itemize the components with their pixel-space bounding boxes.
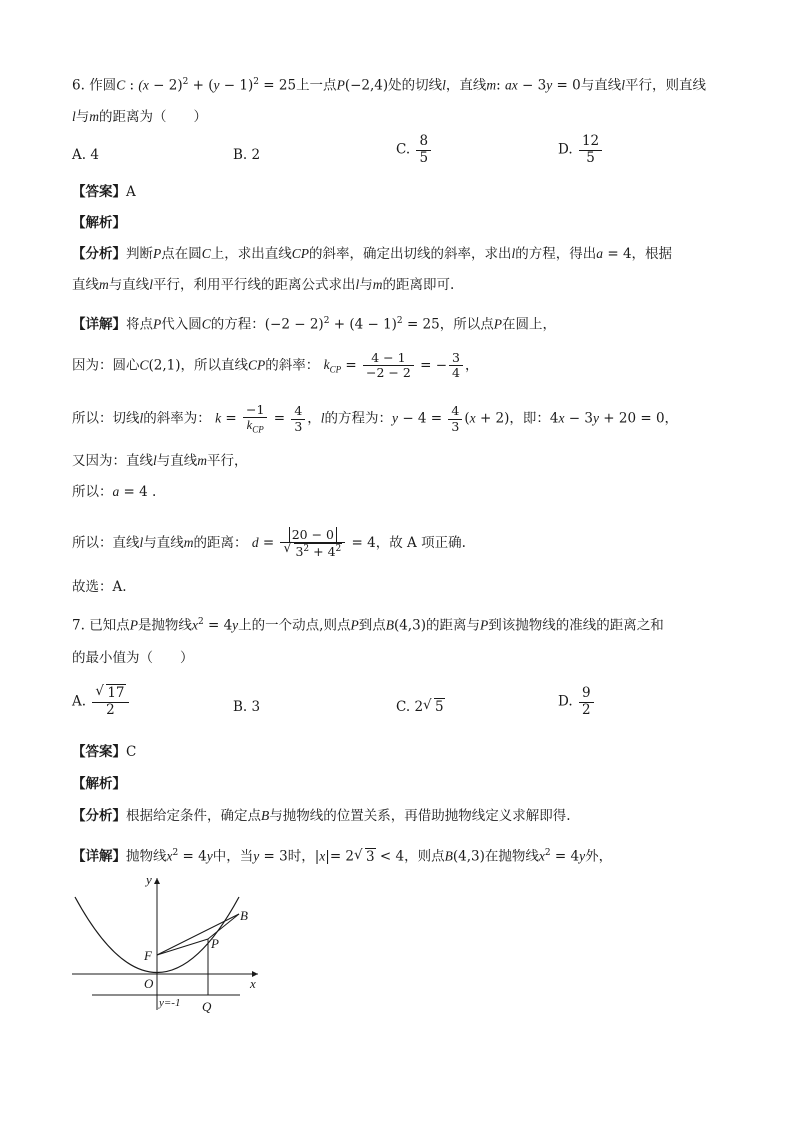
q6-xiangjie-line1: 【详解】将点P代入圆C的方程：$(-2 - 2)^2 + (4 - 1)^2 = 25$，所以点P在圆上， (72, 316, 556, 333)
q6-xiangjie-line5: 所以：a = 4 . (72, 484, 157, 500)
label-F: F (144, 948, 152, 963)
q7-fenxi: 【分析】根据给定条件，确定点B与抛物线的位置关系，再借助抛物线定义求解即得. (72, 808, 571, 824)
q6-analysis-heading: 【解析】 (72, 215, 126, 231)
q6-xiangjie-line4: 又因为：直线l与直线m平行， (72, 453, 248, 469)
q7-xiangjie: 【详解】抛物线$x^2 = 4y$中，当y = 3时，|x|= 2√ 3 < 4，则点B(4,3)在抛物线$x^2 = 4y$外， (72, 843, 612, 867)
segment-FB (157, 914, 239, 955)
q6-fenxi-line1: 【分析】判断P点在圆C上，求出直线CP的斜率，确定出切线的斜率，求出l的方程，得出a = 4，根据 (72, 246, 673, 262)
q6-option-a[interactable]: A. 4 (72, 147, 99, 163)
q7-number: 7. (72, 617, 85, 634)
parabola-figure (70, 870, 270, 1020)
q7-option-d[interactable]: D. $\frac{9}{2}$ (558, 686, 596, 718)
q7-option-b[interactable]: B. 3 (233, 699, 261, 715)
q6-conclusion: 故选：A. (72, 579, 127, 595)
label-directrix: y=-1 (159, 997, 181, 1009)
label-Q: Q (202, 999, 212, 1014)
q6-option-b[interactable]: B. 2 (233, 147, 261, 163)
q6-stem-line1: 6. 作圆C : $(x - 2)^2 + (y - 1)^2 = 25$上一点P(−2,4)处的切线l，直线m: ax − 3y = 0与直线l平行，则直线 (72, 77, 706, 94)
q7-option-c[interactable]: C. 2√ 5 (396, 697, 445, 717)
q7-analysis-heading: 【解析】 (72, 776, 126, 792)
segment-FP (157, 939, 208, 955)
q6-xiangjie-line2: 因为：圆心C(2,1)，所以直线CP的斜率： $k_{CP}$ = $\frac{4 - 1}{-2 - 2}$ = − $\frac{3}{4}$ ， (72, 350, 479, 381)
q6-option-d[interactable]: D. $\frac{12}{5}$ (558, 134, 604, 166)
q6-option-c-fraction: $\frac{8}{5}$ (416, 134, 431, 166)
q6-option-c[interactable]: C. $\frac{8}{5}$ (396, 134, 433, 166)
q6-stem-line2: l与m的距离为（ ） (72, 109, 208, 125)
q6-number: 6. (72, 77, 85, 94)
q7-stem-line1: 7. 已知点P是抛物线$x^2 = 4y$上的一个动点,则点P到点B(4,3)的距离与P到该抛物线的准线的距离之和 (72, 617, 664, 634)
q6-option-d-fraction: $\frac{12}{5}$ (579, 134, 602, 166)
q6-xiangjie-line6: 所以：直线l与直线m的距离： d = 20 − 0 √ $3^2 + 4^2$ = 4，故 A 项正确. (72, 528, 466, 559)
label-B: B (240, 908, 248, 923)
q6-fenxi-line2: 直线m与直线l平行，利用平行线的距离公式求出l与m的距离即可. (72, 277, 455, 293)
q7-option-a[interactable]: A. √ $\frac{17}{2}$ (72, 686, 131, 718)
label-x: x (250, 976, 256, 991)
q6-answer: 【答案】A (72, 184, 136, 200)
q6-xiangjie-line3: 所以：切线l的斜率为： k = $\frac{-1}{k_{CP}}$ = $\frac{4}{3}$ ，l的方程为：y − 4 = $\frac{4}{3}$ (x + 2)，即：4x − 3y + 20 = 0， (72, 402, 679, 435)
q7-answer: 【答案】C (72, 744, 137, 760)
label-P: P (211, 936, 219, 951)
label-y: y (146, 872, 152, 887)
q7-stem-line2: 的最小值为（ ） (72, 650, 194, 666)
label-O: O (144, 976, 154, 991)
